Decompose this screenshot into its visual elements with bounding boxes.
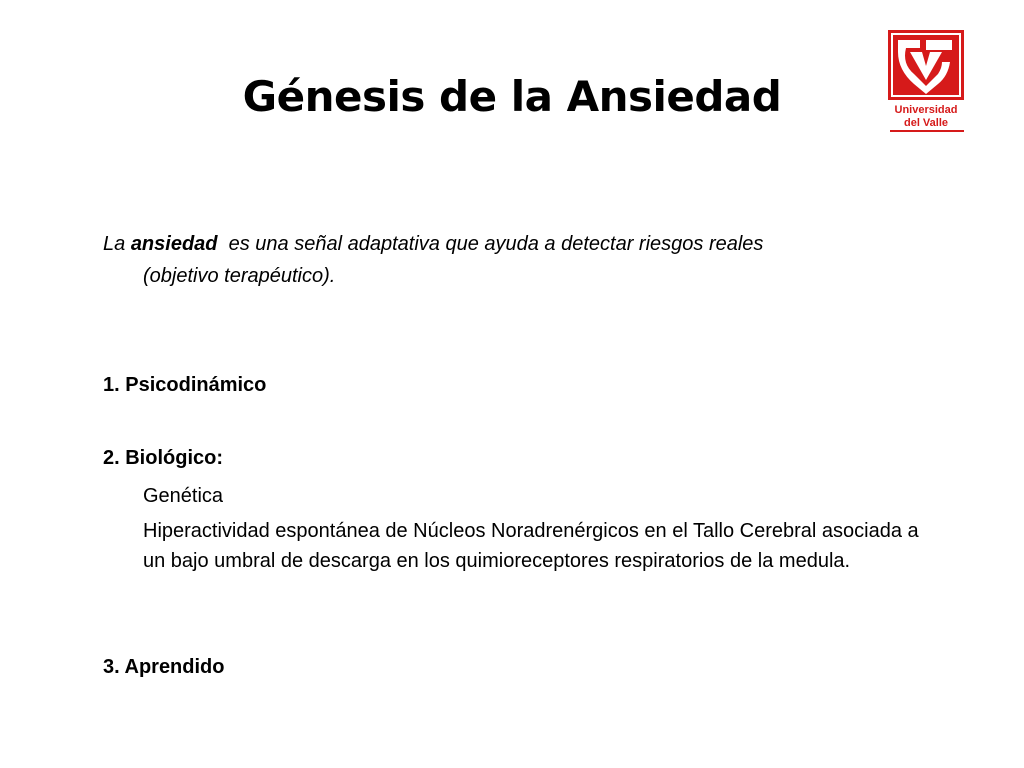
- item-biologico: 2. Biológico:: [103, 447, 223, 469]
- intro-paragraph: [103, 228, 963, 292]
- university-logo: [886, 28, 966, 134]
- intro-line-1: [103, 228, 963, 260]
- logo-line-2: del Valle: [903, 117, 949, 129]
- logo-underline: [890, 130, 964, 132]
- slide-title: Génesis de la Ansiedad: [242, 72, 782, 121]
- intro-line-2: (objetivo terapéutico).: [143, 265, 336, 287]
- subitem-hiperactividad: Hiperactividad espontánea de Núcleos Noradrenérgicos en el Tallo Cerebral asociada a un bajo umbral de descarga en los quimioreceptores respiratorios de la medula.: [143, 520, 919, 572]
- intro-text: es una señal adaptativa que ayuda a detectar riesgos reales: [217, 233, 764, 255]
- subitem-genetica: Genética: [143, 485, 224, 507]
- item-aprendido: 3. Aprendido: [103, 656, 225, 678]
- logo-emblem-icon: [886, 28, 966, 102]
- item-psicodinamico: 1. Psicodinámico: [103, 374, 267, 396]
- logo-line-1: Universidad: [894, 104, 958, 116]
- intro-emphasis: ansiedad: [130, 233, 218, 255]
- intro-lead: La: [103, 233, 126, 255]
